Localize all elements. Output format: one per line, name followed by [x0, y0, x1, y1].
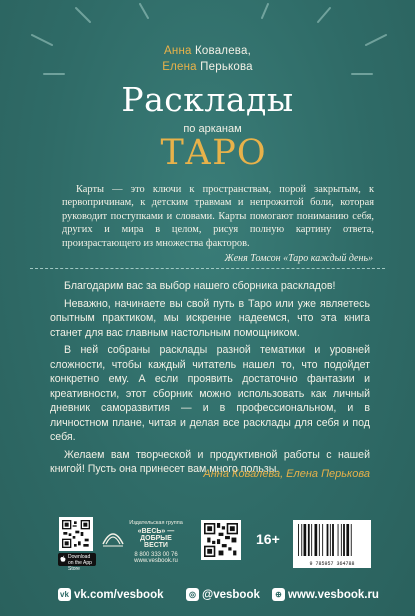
barcode-bar — [343, 524, 345, 556]
publisher-group-label: Издательская группа — [129, 520, 183, 526]
instagram-link-text: @vesbook — [202, 588, 260, 601]
barcode-icon — [293, 520, 371, 560]
instagram-link[interactable] — [186, 588, 260, 601]
website-link[interactable] — [272, 588, 379, 601]
instagram-icon: ◎ — [186, 588, 199, 601]
footer-social-bar — [0, 584, 415, 606]
barcode-bar — [330, 524, 331, 556]
annotation-paragraph: Неважно, начинаете вы свой путь в Таро или уже являетесь опытным практиком, мы искренне надеемся, что эта книга станет для вас главным настольным помощником. — [50, 297, 370, 339]
barcode-bar — [346, 524, 349, 556]
book-title: Расклады — [121, 80, 294, 119]
authors-signature: Анна Ковалева, Елена Перькова — [203, 468, 370, 480]
dashed-divider — [30, 268, 385, 269]
publisher-website: www.vesbook.ru — [134, 558, 178, 564]
author-2 — [0, 61, 415, 73]
qr-code-app[interactable] — [59, 517, 93, 551]
epigraph-text: Карты — это ключи к пространствам, порой закрытым, к первопричинам, к детским травмам и непрожитой боли, которая руководит поступками и словами. Карты помогают пониманию себя, других и мира в целом, рисуя полную картину ответа, произрастающего из множества факторов. — [62, 184, 374, 249]
author-1-last-name: Ковалева, — [195, 45, 251, 57]
epigraph-attribution: Женя Томсон «Таро каждый день» — [224, 253, 373, 264]
author-2-last-name: Перькова — [200, 61, 253, 73]
barcode-bar — [298, 524, 299, 556]
vk-icon: vk — [58, 588, 71, 601]
barcode-bar — [351, 524, 352, 556]
app-store-label: Download on the App Store — [68, 554, 92, 572]
barcode-bar — [341, 524, 342, 556]
barcode-bar — [301, 524, 302, 556]
vk-link-text: vk.com/vesbook — [74, 588, 164, 601]
qr-code-site[interactable] — [201, 520, 241, 560]
annotation-paragraph: Желаем вам творческой и продуктивной работы с нашей книгой! Пусть она принесет вам много пользы. — [50, 448, 370, 475]
book-title-accent: ТАРО — [160, 133, 267, 173]
barcode-bar — [315, 524, 318, 556]
book-subtitle: по арканам — [183, 123, 242, 135]
barcode-bar — [311, 524, 312, 556]
publisher-phone: 8 800 333 00 76 — [134, 552, 178, 558]
website-link-text: www.vesbook.ru — [288, 588, 379, 601]
isbn-number: 9 785957 364788 — [309, 561, 355, 567]
qr-code-icon — [62, 520, 90, 548]
globe-icon: ⊕ — [272, 588, 285, 601]
author-1-first-name: Анна — [164, 45, 192, 57]
age-rating-badge: 16+ — [256, 531, 280, 547]
annotation-paragraph: В ней собраны расклады разной тематики и уровней сложности, чтобы каждый читатель нашел то, что подойдет конкретно ему. А если проявить достаточно фантазии и креативности, этот сборник можно использовать как личный дневник саморазвития — и в профессиональном, и в личностном плане, читая и делая все расклады для себя и под себя. — [50, 344, 370, 443]
qr-code-icon — [204, 523, 238, 557]
barcode-bar — [304, 524, 307, 556]
vk-link[interactable] — [58, 588, 163, 601]
barcode-bar — [322, 524, 323, 556]
apple-icon — [60, 555, 66, 563]
annotation-text — [50, 279, 370, 480]
author-1 — [0, 45, 415, 57]
barcode-bar — [308, 524, 310, 556]
annotation-paragraph: Благодарим вас за выбор нашего сборника раскладов! — [64, 280, 336, 292]
barcode-bar — [338, 524, 339, 556]
author-2-first-name: Елена — [162, 61, 197, 73]
publisher-block — [128, 520, 184, 564]
publisher-name: «ВЕСЬ» — ДОБРЫЕ ВЕСТИ — [137, 528, 175, 549]
isbn-barcode — [293, 520, 371, 568]
barcode-bar — [319, 524, 320, 556]
app-store-badge[interactable] — [58, 553, 96, 572]
barcode-bar — [332, 524, 334, 556]
publisher-logo-icon — [100, 520, 126, 550]
barcode-bar — [327, 524, 329, 556]
